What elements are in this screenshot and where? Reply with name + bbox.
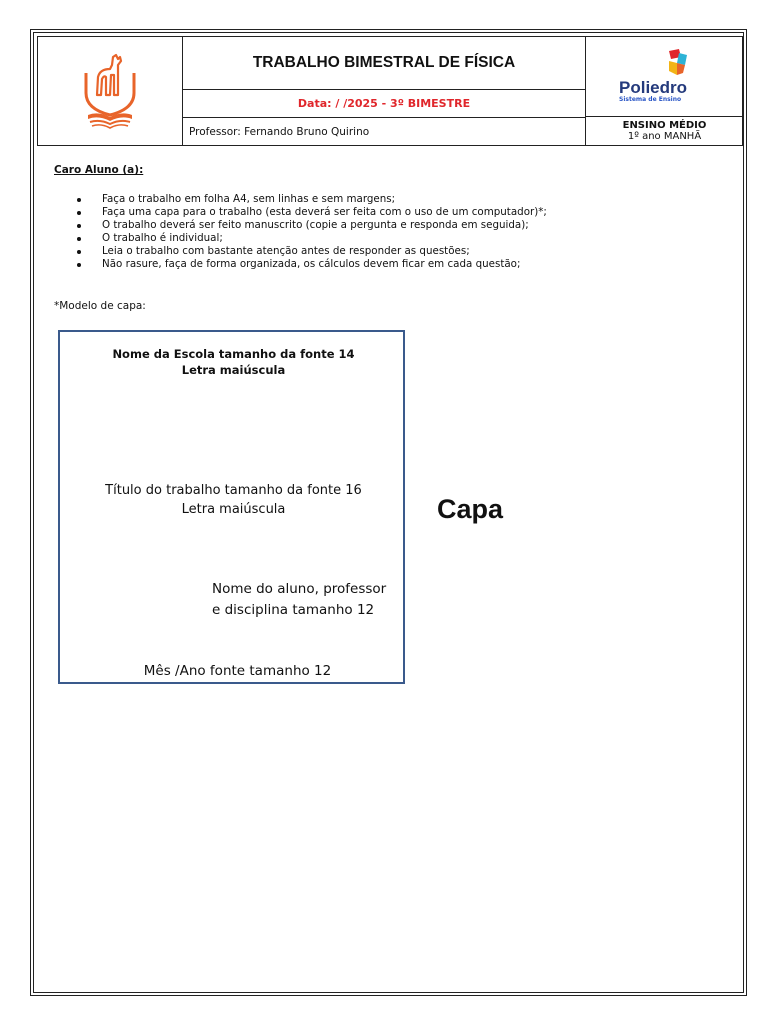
- list-item: Leia o trabalho com bastante atenção antes de responder as questões;: [76, 245, 547, 258]
- level-class: 1º ano MANHÃ: [627, 131, 702, 142]
- document-title: TRABALHO BIMESTRAL DE FÍSICA: [183, 37, 585, 90]
- cover-student-line: e disciplina tamanho 12: [212, 602, 375, 618]
- cover-title-line: Título do trabalho tamanho da fonte 16: [105, 483, 362, 498]
- cover-date-text: Mês /Ano fonte tamanho 12: [143, 663, 332, 679]
- level-cell: [586, 117, 743, 145]
- greeting: Caro Aluno (a):: [54, 164, 144, 176]
- school-logo-cell: [38, 37, 183, 145]
- cover-school-line: Nome da Escola tamanho da fonte 14: [112, 347, 355, 361]
- cover-student-line: Nome do aluno, professor: [212, 581, 387, 597]
- rules-list: [76, 193, 547, 271]
- cover-school-line: Letra maiúscula: [181, 363, 286, 377]
- cover-title-text: [50, 481, 417, 519]
- school-logo-icon: [80, 51, 140, 131]
- header-middle: [183, 37, 585, 145]
- capa-label: Capa: [437, 494, 504, 524]
- list-item: Faça o trabalho em folha A4, sem linhas e sem margens;: [76, 193, 547, 206]
- list-item: Faça uma capa para o trabalho (esta deverá ser feita com o uso de um computador)*;: [76, 206, 547, 219]
- cover-student-text: [212, 579, 386, 621]
- brand-subtitle: Sistema de Ensino: [619, 96, 682, 103]
- professor-name: Professor: Fernando Bruno Quirino: [189, 125, 370, 138]
- header-right: [585, 37, 742, 145]
- model-label: *Modelo de capa:: [54, 300, 146, 312]
- cover-title-line: Letra maiúscula: [181, 502, 286, 517]
- list-item: O trabalho deverá ser feito manuscrito (copie a pergunta e responda em seguida);: [76, 219, 547, 232]
- brand-name: Poliedro: [619, 78, 688, 97]
- date-line: Data: / /2025 - 3º BIMESTRE: [183, 90, 585, 118]
- list-item: Não rasure, faça de forma organizada, os cálculos devem ficar em cada questão;: [76, 258, 547, 271]
- brand-cell: [586, 37, 743, 117]
- poliedro-cube-icon: [665, 49, 689, 77]
- level-title: ENSINO MÉDIO: [622, 120, 707, 131]
- cover-model-box: [58, 330, 405, 684]
- list-item: O trabalho é individual;: [76, 232, 547, 245]
- header-table: [37, 36, 743, 146]
- cover-school-text: [60, 346, 407, 378]
